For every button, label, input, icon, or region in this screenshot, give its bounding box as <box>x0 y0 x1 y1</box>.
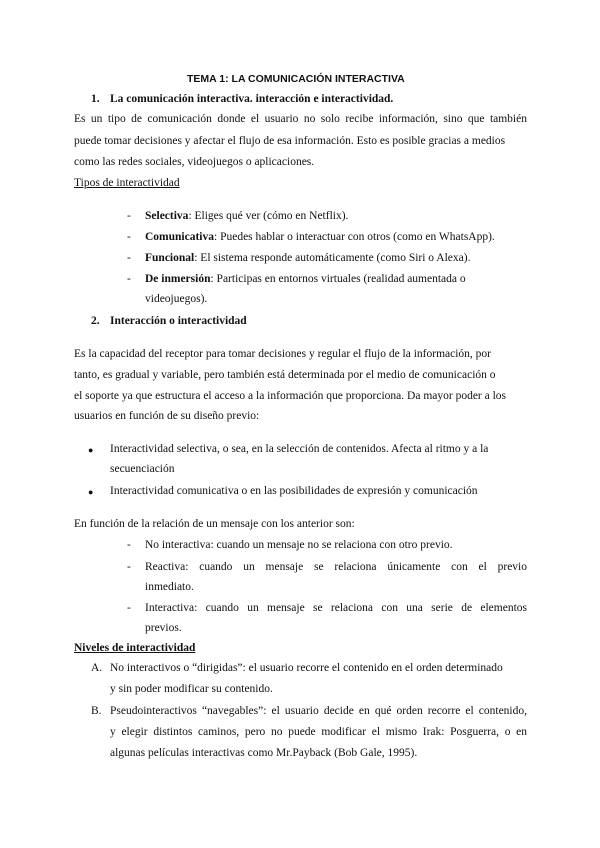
dot-item: Interactividad selectiva, o sea, en la selección de contenidos. Afecta al ritmo y a la <box>110 443 489 455</box>
section-2-para-line: usuarios en función de su diseño previo: <box>74 410 260 422</box>
type-item-comunicativa <box>145 230 495 244</box>
relation-item-continuation: previos. <box>145 622 182 634</box>
level-item-line: No interactivos o “dirigidas”: el usuario recorre el contenido en el orden determinado <box>110 662 503 674</box>
section-1-para-line: puede tomar decisiones y afectar el flujo de esa información. Esto es posible gracias a medios <box>74 135 506 147</box>
level-item-line: Pseudointeractivos “navegables”: el usuario decide en qué orden recorre el contenido, <box>110 705 527 717</box>
list-dash: - <box>127 252 131 264</box>
dot-item: Interactividad comunicativa o en las posibilidades de expresión y comunicación <box>110 485 478 497</box>
type-term: Selectiva <box>145 210 189 222</box>
type-desc: : El sistema responde automáticamente (como Siri o Alexa). <box>194 252 471 264</box>
type-desc-continuation: videojuegos). <box>145 293 208 305</box>
type-term: Comunicativa <box>145 231 214 243</box>
level-letter: B. <box>91 705 102 717</box>
bullet-dot: ● <box>88 487 94 497</box>
bullet-dot: ● <box>88 445 94 455</box>
type-desc: : Puedes hablar o interactuar con otros (como en WhatsApp). <box>214 231 495 243</box>
section-2-number: 2. <box>91 315 100 327</box>
section-2-para-line: Es la capacidad del receptor para tomar decisiones y regular el flujo de la información, por <box>74 348 492 360</box>
type-desc: : Eliges qué ver (cómo en Netflix). <box>188 210 349 222</box>
list-dash: - <box>127 273 131 285</box>
relation-item: No interactiva: cuando un mensaje no se relaciona con otro previo. <box>145 539 453 551</box>
section-1-para-line: Es un tipo de comunicación donde el usuario no solo recibe información, sino que también <box>74 113 527 125</box>
type-item-funcional <box>145 251 470 265</box>
relation-item: Interactiva: cuando un mensaje se relaciona con una serie de elementos <box>145 602 527 614</box>
section-1-number: 1. <box>91 93 100 105</box>
relation-intro: En función de la relación de un mensaje con los anterior son: <box>74 518 355 530</box>
list-dash: - <box>127 231 131 243</box>
section-1-para-line: como las redes sociales, videojuegos o aplicaciones. <box>74 156 315 168</box>
types-heading: Tipos de interactividad <box>74 177 180 189</box>
page-title: TEMA 1: LA COMUNICACIÓN INTERACTIVA <box>187 73 405 85</box>
section-1-heading: La comunicación interactiva. interacción e interactividad. <box>110 93 394 105</box>
type-term: De inmersión <box>145 273 211 285</box>
dot-item-continuation: secuenciación <box>110 463 175 475</box>
levels-heading: Niveles de interactividad <box>74 642 196 654</box>
level-item-line: algunas películas interactivas como Mr.Payback (Bob Gale, 1995). <box>110 747 418 759</box>
type-item-inmersion <box>145 272 466 286</box>
level-letter: A. <box>91 662 103 674</box>
type-term: Funcional <box>145 252 195 264</box>
level-item-line: y elegir distintos caminos, pero no puede modificar el mismo Irak: Posguerra, o en <box>110 726 527 738</box>
list-dash: - <box>127 602 131 614</box>
relation-item-continuation: inmediato. <box>145 581 194 593</box>
section-2-heading: Interacción o interactividad <box>110 315 247 327</box>
section-2-para-line: tanto, es gradual y variable, pero también está determinada por el medio de comunicación o <box>74 369 496 381</box>
list-dash: - <box>127 210 131 222</box>
type-desc: : Participas en entornos virtuales (realidad aumentada o <box>210 273 466 285</box>
type-item-selectiva <box>145 209 348 223</box>
level-item-line: y sin poder modificar su contenido. <box>110 683 273 695</box>
relation-item: Reactiva: cuando un mensaje se relaciona únicamente con el previo <box>145 561 527 573</box>
list-dash: - <box>127 561 131 573</box>
list-dash: - <box>127 539 131 551</box>
section-2-para-line: el soporte ya que estructura el acceso a la información que proporciona. Da mayor poder a los <box>74 390 507 402</box>
